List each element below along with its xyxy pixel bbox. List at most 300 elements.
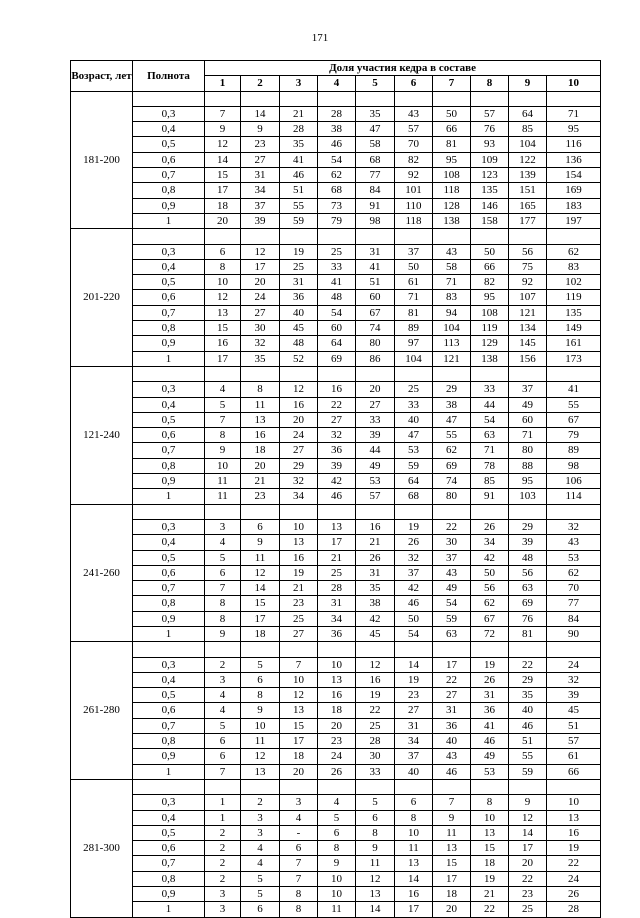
spacer-cell xyxy=(318,642,356,657)
spacer-cell xyxy=(356,642,395,657)
value-cell: 20 xyxy=(241,458,280,473)
value-cell: 35 xyxy=(356,106,395,121)
value-cell: 22 xyxy=(547,856,601,871)
value-cell: 22 xyxy=(509,871,547,886)
value-cell: 63 xyxy=(433,626,471,641)
value-cell: 20 xyxy=(433,902,471,917)
value-cell: 173 xyxy=(547,351,601,366)
value-cell: 17 xyxy=(241,611,280,626)
value-cell: 3 xyxy=(205,902,241,917)
value-cell: 46 xyxy=(318,489,356,504)
spacer-cell xyxy=(241,366,280,381)
spacer-cell xyxy=(356,779,395,794)
value-cell: 13 xyxy=(471,825,509,840)
value-cell: 8 xyxy=(395,810,433,825)
value-cell: 8 xyxy=(205,611,241,626)
density-cell: 0,8 xyxy=(133,321,205,336)
value-cell: 104 xyxy=(509,137,547,152)
value-cell: 15 xyxy=(280,718,318,733)
value-cell: 18 xyxy=(241,626,280,641)
value-cell: 13 xyxy=(356,887,395,902)
value-cell: 2 xyxy=(241,795,280,810)
spacer-cell xyxy=(547,91,601,106)
spacer-cell xyxy=(280,366,318,381)
density-cell: 0,3 xyxy=(133,244,205,259)
value-cell: 38 xyxy=(433,397,471,412)
spacer-cell xyxy=(395,91,433,106)
value-cell: 4 xyxy=(318,795,356,810)
spacer-cell xyxy=(509,91,547,106)
spacer-cell xyxy=(318,91,356,106)
spacer-cell xyxy=(433,366,471,381)
value-cell: 31 xyxy=(280,275,318,290)
value-cell: 113 xyxy=(433,336,471,351)
value-cell: 78 xyxy=(471,458,509,473)
value-cell: 20 xyxy=(280,764,318,779)
value-cell: 47 xyxy=(433,412,471,427)
value-cell: 75 xyxy=(509,259,547,274)
value-cell: 12 xyxy=(509,810,547,825)
spacer-cell xyxy=(133,366,205,381)
value-cell: 18 xyxy=(241,443,280,458)
value-cell: 46 xyxy=(509,718,547,733)
value-cell: 118 xyxy=(433,183,471,198)
value-cell: 37 xyxy=(395,565,433,580)
value-cell: 10 xyxy=(280,519,318,534)
value-cell: 39 xyxy=(509,535,547,550)
value-cell: 44 xyxy=(356,443,395,458)
spacer-cell xyxy=(133,91,205,106)
value-cell: 55 xyxy=(547,397,601,412)
value-cell: 13 xyxy=(547,810,601,825)
table-row xyxy=(71,810,601,825)
value-cell: 50 xyxy=(433,106,471,121)
spacer-cell xyxy=(318,779,356,794)
value-cell: 25 xyxy=(395,382,433,397)
table-row xyxy=(71,168,601,183)
value-cell: 27 xyxy=(318,412,356,427)
value-cell: 14 xyxy=(395,871,433,886)
density-cell: 0,6 xyxy=(133,703,205,718)
spacer-cell xyxy=(471,779,509,794)
value-cell: 138 xyxy=(471,351,509,366)
value-cell: 161 xyxy=(547,336,601,351)
value-cell: 26 xyxy=(547,887,601,902)
value-cell: 11 xyxy=(241,734,280,749)
value-cell: 7 xyxy=(205,581,241,596)
value-cell: 4 xyxy=(280,810,318,825)
table-row xyxy=(71,412,601,427)
spacer-cell xyxy=(471,229,509,244)
table-row xyxy=(71,535,601,550)
value-cell: 46 xyxy=(471,734,509,749)
value-cell: 95 xyxy=(433,152,471,167)
value-cell: 15 xyxy=(205,168,241,183)
value-cell: 17 xyxy=(205,351,241,366)
density-cell: 0,4 xyxy=(133,122,205,137)
value-cell: 44 xyxy=(471,397,509,412)
value-cell: 19 xyxy=(280,244,318,259)
value-cell: 8 xyxy=(280,887,318,902)
value-cell: 21 xyxy=(241,474,280,489)
density-cell: 0,7 xyxy=(133,443,205,458)
density-cell: 0,5 xyxy=(133,275,205,290)
group-spacer-row xyxy=(71,642,601,657)
value-cell: 6 xyxy=(205,244,241,259)
value-cell: 28 xyxy=(356,734,395,749)
value-cell: 3 xyxy=(205,887,241,902)
value-cell: 7 xyxy=(205,764,241,779)
value-cell: 37 xyxy=(395,749,433,764)
density-cell: 0,9 xyxy=(133,749,205,764)
table-row xyxy=(71,519,601,534)
table-row xyxy=(71,657,601,672)
value-cell: 12 xyxy=(241,244,280,259)
value-cell: 35 xyxy=(280,137,318,152)
value-cell: 23 xyxy=(280,596,318,611)
value-cell: 183 xyxy=(547,198,601,213)
value-cell: 30 xyxy=(433,535,471,550)
value-cell: 77 xyxy=(356,168,395,183)
value-cell: 103 xyxy=(509,489,547,504)
value-cell: 73 xyxy=(318,198,356,213)
value-cell: 114 xyxy=(547,489,601,504)
table-row xyxy=(71,688,601,703)
value-cell: 4 xyxy=(205,382,241,397)
value-cell: 32 xyxy=(318,428,356,443)
spacer-cell xyxy=(205,229,241,244)
value-cell: 12 xyxy=(205,137,241,152)
value-cell: 13 xyxy=(280,703,318,718)
spacer-cell xyxy=(433,229,471,244)
value-cell: 11 xyxy=(241,550,280,565)
value-cell: 9 xyxy=(356,841,395,856)
value-cell: 23 xyxy=(509,887,547,902)
value-cell: 101 xyxy=(395,183,433,198)
value-cell: 58 xyxy=(433,259,471,274)
spacer-cell xyxy=(471,91,509,106)
table-row xyxy=(71,871,601,886)
value-cell: 7 xyxy=(433,795,471,810)
value-cell: 13 xyxy=(395,856,433,871)
spacer-cell xyxy=(205,642,241,657)
value-cell: 66 xyxy=(471,259,509,274)
value-cell: 63 xyxy=(509,581,547,596)
value-cell: 77 xyxy=(547,596,601,611)
spacer-cell xyxy=(280,229,318,244)
value-cell: 40 xyxy=(280,305,318,320)
value-cell: 30 xyxy=(241,321,280,336)
value-cell: 57 xyxy=(471,106,509,121)
value-cell: 24 xyxy=(547,871,601,886)
value-cell: 139 xyxy=(509,168,547,183)
density-cell: 1 xyxy=(133,902,205,917)
value-cell: 34 xyxy=(471,535,509,550)
value-cell: 76 xyxy=(509,611,547,626)
value-cell: 121 xyxy=(509,305,547,320)
value-cell: 15 xyxy=(205,321,241,336)
value-cell: 151 xyxy=(509,183,547,198)
value-cell: 14 xyxy=(395,657,433,672)
value-cell: 19 xyxy=(471,657,509,672)
share-col-header: 8 xyxy=(471,76,509,91)
spacer-cell xyxy=(509,779,547,794)
value-cell: 47 xyxy=(356,122,395,137)
value-cell: 16 xyxy=(241,428,280,443)
value-cell: 16 xyxy=(280,550,318,565)
value-cell: 84 xyxy=(356,183,395,198)
value-cell: 27 xyxy=(241,152,280,167)
value-cell: 5 xyxy=(241,657,280,672)
spacer-cell xyxy=(280,91,318,106)
age-cell: 261-280 xyxy=(71,642,133,780)
value-cell: 74 xyxy=(433,474,471,489)
table-row xyxy=(71,259,601,274)
spacer-cell xyxy=(433,504,471,519)
value-cell: 67 xyxy=(471,611,509,626)
table-row xyxy=(71,489,601,504)
spacer-cell xyxy=(395,779,433,794)
spacer-cell xyxy=(471,504,509,519)
value-cell: 64 xyxy=(395,474,433,489)
density-cell: 0,5 xyxy=(133,412,205,427)
value-cell: 32 xyxy=(395,550,433,565)
density-cell: 0,4 xyxy=(133,810,205,825)
value-cell: 21 xyxy=(471,887,509,902)
value-cell: 59 xyxy=(395,458,433,473)
share-col-header: 1 xyxy=(205,76,241,91)
value-cell: 25 xyxy=(356,718,395,733)
value-cell: 95 xyxy=(547,122,601,137)
spacer-cell xyxy=(241,229,280,244)
value-cell: 116 xyxy=(547,137,601,152)
value-cell: 33 xyxy=(395,397,433,412)
value-cell: 67 xyxy=(356,305,395,320)
spacer-cell xyxy=(433,779,471,794)
density-cell: 0,4 xyxy=(133,672,205,687)
value-cell: 7 xyxy=(280,871,318,886)
spacer-cell xyxy=(241,91,280,106)
value-cell: 8 xyxy=(241,382,280,397)
value-cell: 82 xyxy=(395,152,433,167)
value-cell: 95 xyxy=(509,474,547,489)
value-cell: 70 xyxy=(547,581,601,596)
table-body xyxy=(71,91,601,917)
value-cell: 51 xyxy=(280,183,318,198)
group-spacer-row xyxy=(71,504,601,519)
value-cell: 57 xyxy=(356,489,395,504)
value-cell: 13 xyxy=(241,764,280,779)
value-cell: 19 xyxy=(471,871,509,886)
value-cell: 5 xyxy=(205,550,241,565)
table-row xyxy=(71,795,601,810)
value-cell: 23 xyxy=(241,137,280,152)
value-cell: 20 xyxy=(280,412,318,427)
value-cell: 12 xyxy=(280,688,318,703)
value-cell: 54 xyxy=(471,412,509,427)
value-cell: 7 xyxy=(280,856,318,871)
value-cell: 8 xyxy=(205,259,241,274)
table-row xyxy=(71,565,601,580)
value-cell: 54 xyxy=(395,626,433,641)
value-cell: 26 xyxy=(318,764,356,779)
value-cell: 63 xyxy=(471,428,509,443)
value-cell: 28 xyxy=(280,122,318,137)
value-cell: 43 xyxy=(395,106,433,121)
share-col-header: 2 xyxy=(241,76,280,91)
value-cell: 156 xyxy=(509,351,547,366)
density-cell: 0,3 xyxy=(133,519,205,534)
value-cell: 119 xyxy=(471,321,509,336)
value-cell: 23 xyxy=(241,489,280,504)
value-cell: 138 xyxy=(433,213,471,228)
value-cell: 54 xyxy=(318,152,356,167)
value-cell: 57 xyxy=(395,122,433,137)
share-header: Доля участия кедра в составе xyxy=(205,61,601,76)
value-cell: 43 xyxy=(433,244,471,259)
value-cell: 50 xyxy=(471,565,509,580)
density-cell: 0,7 xyxy=(133,856,205,871)
value-cell: 18 xyxy=(318,703,356,718)
value-cell: 69 xyxy=(318,351,356,366)
value-cell: 16 xyxy=(280,397,318,412)
spacer-cell xyxy=(133,504,205,519)
value-cell: 60 xyxy=(509,412,547,427)
value-cell: 40 xyxy=(395,412,433,427)
value-cell: 20 xyxy=(205,213,241,228)
value-cell: 36 xyxy=(280,290,318,305)
table-row xyxy=(71,443,601,458)
value-cell: 4 xyxy=(205,703,241,718)
value-cell: 39 xyxy=(318,458,356,473)
value-cell: 16 xyxy=(318,382,356,397)
value-cell: 154 xyxy=(547,168,601,183)
density-cell: 0,3 xyxy=(133,382,205,397)
value-cell: 102 xyxy=(547,275,601,290)
value-cell: 59 xyxy=(280,213,318,228)
value-cell: 43 xyxy=(433,749,471,764)
age-cell: 181-200 xyxy=(71,91,133,229)
value-cell: 14 xyxy=(241,581,280,596)
table-row xyxy=(71,764,601,779)
value-cell: 149 xyxy=(547,321,601,336)
page-number: 171 xyxy=(311,32,329,44)
value-cell: 41 xyxy=(356,259,395,274)
value-cell: 16 xyxy=(318,688,356,703)
value-cell: 9 xyxy=(205,626,241,641)
density-cell: 0,6 xyxy=(133,428,205,443)
spacer-cell xyxy=(547,642,601,657)
value-cell: 8 xyxy=(471,795,509,810)
value-cell: 51 xyxy=(356,275,395,290)
value-cell: 6 xyxy=(241,902,280,917)
share-col-header: 3 xyxy=(280,76,318,91)
value-cell: 22 xyxy=(433,519,471,534)
value-cell: 8 xyxy=(205,428,241,443)
value-cell: 2 xyxy=(205,856,241,871)
table-row xyxy=(71,351,601,366)
density-cell: 0,9 xyxy=(133,198,205,213)
value-cell: 30 xyxy=(356,749,395,764)
value-cell: 10 xyxy=(318,871,356,886)
value-cell: 19 xyxy=(547,841,601,856)
value-cell: 29 xyxy=(280,458,318,473)
spacer-cell xyxy=(241,504,280,519)
value-cell: 129 xyxy=(471,336,509,351)
density-cell: 0,9 xyxy=(133,474,205,489)
age-cell: 281-300 xyxy=(71,779,133,917)
value-cell: 134 xyxy=(509,321,547,336)
value-cell: 123 xyxy=(471,168,509,183)
value-cell: 60 xyxy=(318,321,356,336)
value-cell: 48 xyxy=(318,290,356,305)
value-cell: 31 xyxy=(433,703,471,718)
density-cell: 0,6 xyxy=(133,841,205,856)
value-cell: 22 xyxy=(318,397,356,412)
value-cell: 17 xyxy=(509,841,547,856)
value-cell: 40 xyxy=(395,764,433,779)
value-cell: 58 xyxy=(356,137,395,152)
value-cell: 55 xyxy=(433,428,471,443)
value-cell: 24 xyxy=(547,657,601,672)
value-cell: 46 xyxy=(433,764,471,779)
value-cell: 20 xyxy=(241,275,280,290)
value-cell: 25 xyxy=(509,902,547,917)
value-cell: 56 xyxy=(509,244,547,259)
group-spacer-row xyxy=(71,366,601,381)
value-cell: 109 xyxy=(471,152,509,167)
value-cell: 33 xyxy=(356,412,395,427)
value-cell: 48 xyxy=(509,550,547,565)
value-cell: 119 xyxy=(547,290,601,305)
table-row xyxy=(71,902,601,917)
value-cell: 26 xyxy=(471,519,509,534)
spacer-cell xyxy=(318,229,356,244)
group-spacer-row xyxy=(71,229,601,244)
value-cell: 85 xyxy=(509,122,547,137)
value-cell: 104 xyxy=(433,321,471,336)
value-cell: 10 xyxy=(395,825,433,840)
table-row xyxy=(71,290,601,305)
value-cell: 40 xyxy=(509,703,547,718)
value-cell: 11 xyxy=(318,902,356,917)
value-cell: 27 xyxy=(241,305,280,320)
density-cell: 1 xyxy=(133,213,205,228)
value-cell: 91 xyxy=(356,198,395,213)
value-cell: 20 xyxy=(318,718,356,733)
spacer-cell xyxy=(133,229,205,244)
spacer-cell xyxy=(395,504,433,519)
value-cell: 39 xyxy=(547,688,601,703)
spacer-cell xyxy=(356,91,395,106)
value-cell: 26 xyxy=(471,672,509,687)
value-cell: 108 xyxy=(433,168,471,183)
value-cell: 22 xyxy=(509,657,547,672)
value-cell: 11 xyxy=(433,825,471,840)
value-cell: 18 xyxy=(433,887,471,902)
value-cell: 7 xyxy=(280,657,318,672)
value-cell: 9 xyxy=(241,535,280,550)
value-cell: 10 xyxy=(547,795,601,810)
value-cell: 9 xyxy=(205,122,241,137)
value-cell: 25 xyxy=(280,259,318,274)
density-cell: 0,5 xyxy=(133,688,205,703)
density-cell: 0,8 xyxy=(133,183,205,198)
value-cell: 54 xyxy=(433,596,471,611)
spacer-cell xyxy=(395,366,433,381)
value-cell: 72 xyxy=(471,626,509,641)
value-cell: 177 xyxy=(509,213,547,228)
